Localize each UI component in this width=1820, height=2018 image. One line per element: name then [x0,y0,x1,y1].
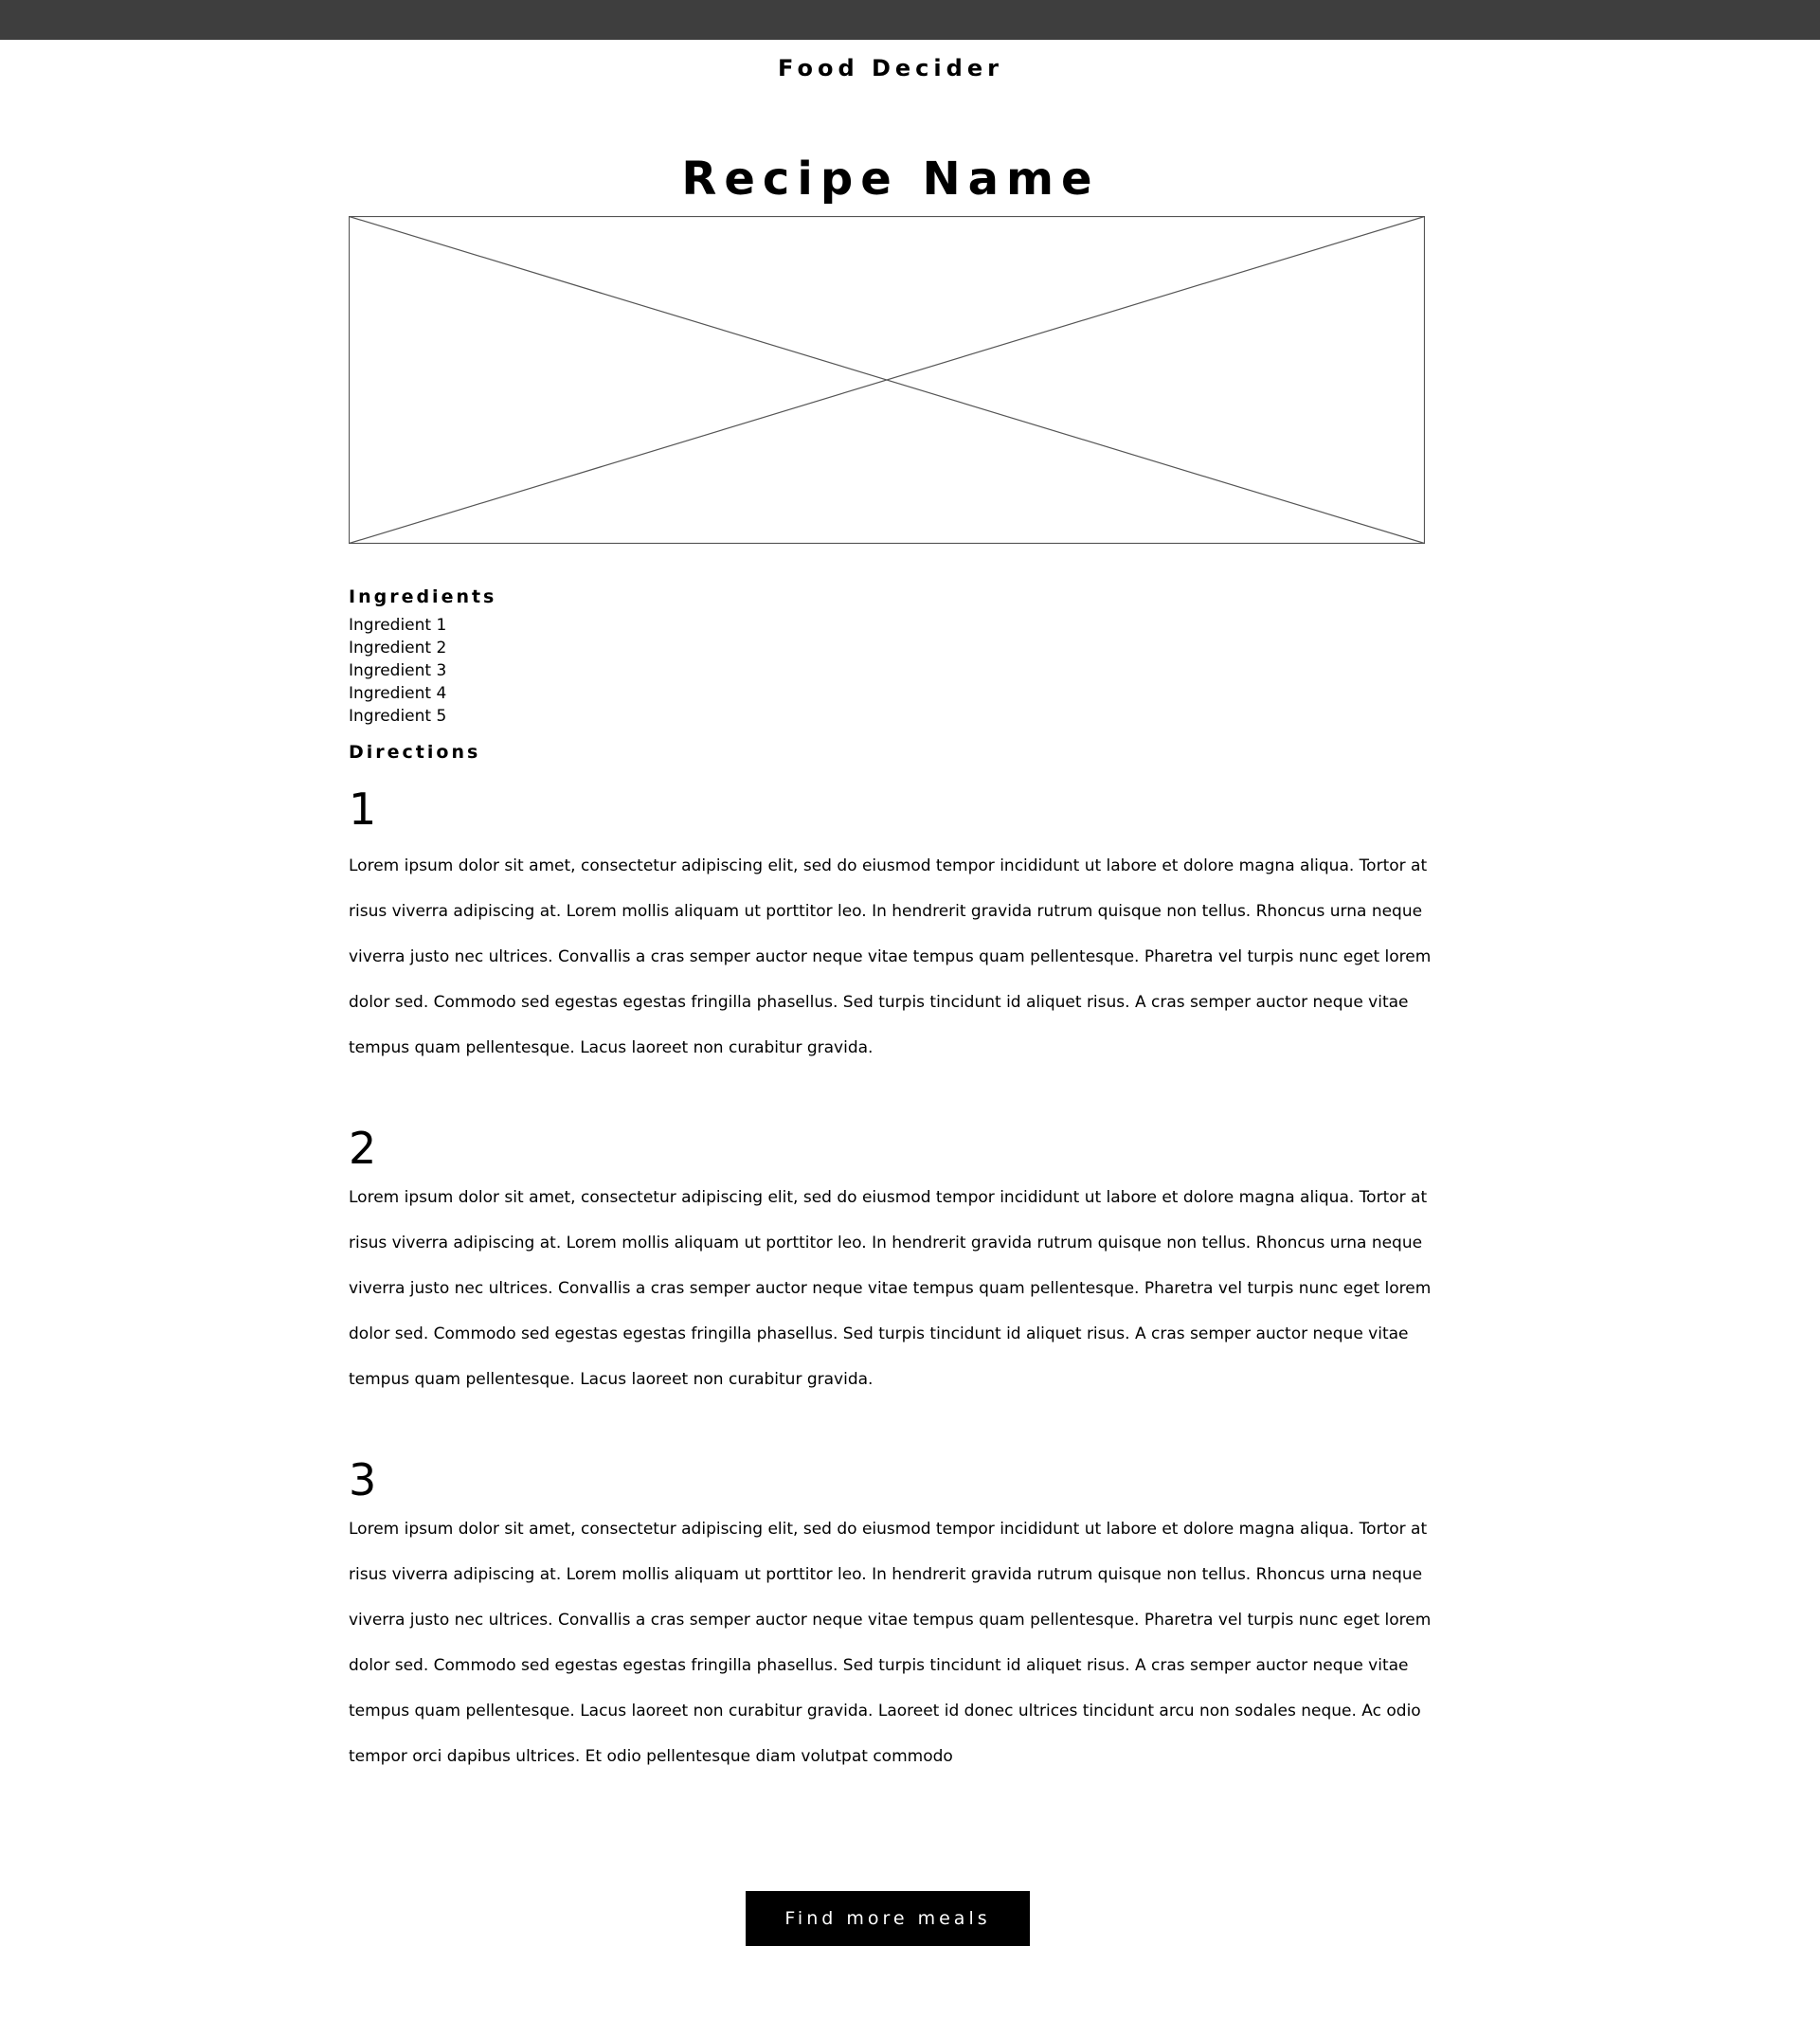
step-text: Lorem ipsum dolor sit amet, consectetur adipiscing elit, sed do eiusmod tempor incididunt ut labore et dolore magna aliqua. Tortor at risus viverra adipiscing at. Lorem mollis aliquam ut porttitor leo. In hendrerit gravida rutrum quisque non tellus. Rhoncus urna neque viverra justo nec ultrices. Convallis a cras semper auctor neque vitae tempus quam pellentesque. Pharetra vel turpis nunc eget lorem dolor sed. Commodo sed egestas egestas fringilla phasellus. Sed turpis tincidunt id aliquet risus. A cras semper auctor neque vitae tempus quam pellentesque. Lacus laoreet non curabitur gravida. [349,1188,1432,1389]
step-number: 1 [349,784,377,835]
direction-step [349,783,1438,1071]
ingredients-heading: Ingredients [349,586,497,607]
step-number: 2 [349,1123,377,1174]
step-text: Lorem ipsum dolor sit amet, consectetur adipiscing elit, sed do eiusmod tempor incididunt ut labore et dolore magna aliqua. Tortor at risus viverra adipiscing at. Lorem mollis aliquam ut porttitor leo. In hendrerit gravida rutrum quisque non tellus. Rhoncus urna neque viverra justo nec ultrices. Convallis a cras semper auctor neque vitae tempus quam pellentesque. Pharetra vel turpis nunc eget lorem dolor sed. Commodo sed egestas egestas fringilla phasellus. Sed turpis tincidunt id aliquet risus. A cras semper auctor neque vitae tempus quam pellentesque. Lacus laoreet non curabitur gravida. Laoreet id donec ultrices tincidunt arcu non sodales neque. Ac odio tempor orci dapibus ultrices. Et odio pellentesque diam volutpat commodo [349,1520,1432,1766]
step-number: 3 [349,1454,377,1505]
app-title: Food Decider [778,55,1003,81]
top-bar [0,0,1820,40]
direction-step [349,1122,1438,1402]
find-more-meals-button[interactable]: Find more meals [746,1891,1030,1946]
step-text: Lorem ipsum dolor sit amet, consectetur adipiscing elit, sed do eiusmod tempor incididunt ut labore et dolore magna aliqua. Tortor at risus viverra adipiscing at. Lorem mollis aliquam ut porttitor leo. In hendrerit gravida rutrum quisque non tellus. Rhoncus urna neque viverra justo nec ultrices. Convallis a cras semper auctor neque vitae tempus quam pellentesque. Pharetra vel turpis nunc eget lorem dolor sed. Commodo sed egestas egestas fringilla phasellus. Sed turpis tincidunt id aliquet risus. A cras semper auctor neque vitae tempus quam pellentesque. Lacus laoreet non curabitur gravida. [349,856,1432,1057]
recipe-image-placeholder [349,216,1425,544]
direction-step [349,1453,1438,1779]
ingredient-item: Ingredient 2 [349,639,447,658]
ingredient-item: Ingredient 3 [349,661,447,680]
ingredient-item: Ingredient 1 [349,616,447,635]
recipe-content [349,580,1438,1779]
directions-heading: Directions [349,742,481,763]
recipe-title: Recipe Name [681,153,1100,206]
ingredient-item: Ingredient 5 [349,707,447,726]
ingredient-item: Ingredient 4 [349,684,447,703]
ingredient-list [349,614,1438,728]
image-placeholder-icon [349,216,1425,544]
